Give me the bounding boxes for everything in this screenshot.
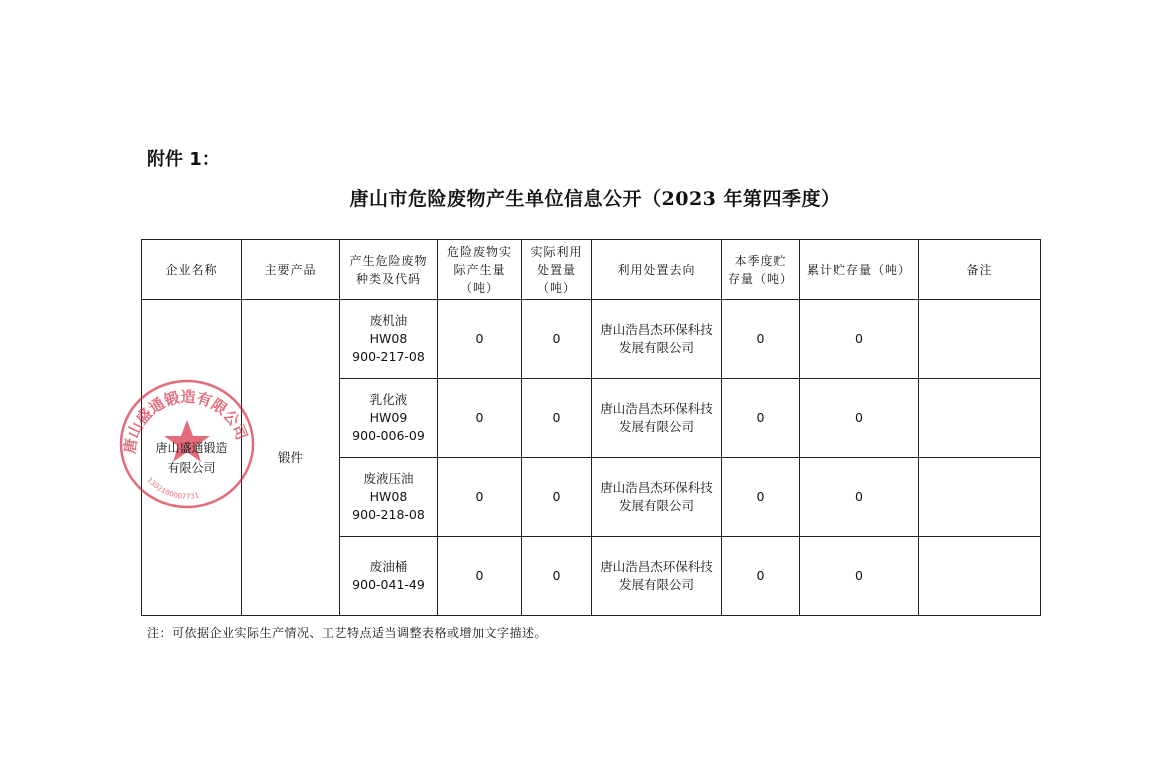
quarter-storage-cell: 0 [722,379,800,458]
header-row [142,240,1041,300]
destination-cell: 唐山浩昌杰环保科技 发展有限公司 [592,300,722,379]
document-title: 唐山市危险废物产生单位信息公开（2023 年第四季度） [349,188,841,210]
remarks-cell [919,537,1041,616]
header-remarks: 备注 [919,240,1041,300]
quarter-storage-cell: 0 [722,300,800,379]
generated-cell: 0 [438,300,522,379]
generated-cell: 0 [438,379,522,458]
waste-type-cell: 废油桶 900-041-49 [340,537,438,616]
utilized-cell: 0 [522,458,592,537]
header-waste-type: 产生危险废物 种类及代码 [340,240,438,300]
utilized-cell: 0 [522,300,592,379]
attachment-label: 附件 1： [147,149,220,170]
generated-cell: 0 [438,537,522,616]
remarks-cell [919,379,1041,458]
remarks-cell [919,458,1041,537]
company-name: 唐山盛通锻造 有限公司 [155,440,228,475]
header-cumulative-storage: 累计贮存量（吨） [800,240,919,300]
table-row [142,300,1041,379]
destination-cell: 唐山浩昌杰环保科技 发展有限公司 [592,537,722,616]
cumulative-storage-cell: 0 [800,379,919,458]
waste-info-table [120,239,1041,616]
company-name-cell [120,300,251,616]
svg-text:1302180007731: 1302180007731 [145,475,200,501]
waste-type-cell: 乳化液 HW09 900-006-09 [340,379,438,458]
waste-type-cell: 废液压油 HW08 900-218-08 [340,458,438,537]
cumulative-storage-cell: 0 [800,300,919,379]
header-generated: 危险废物实 际产生量 （吨） [438,240,522,300]
quarter-storage-cell: 0 [722,458,800,537]
cumulative-storage-cell: 0 [800,458,919,537]
cumulative-storage-cell: 0 [800,537,919,616]
quarter-storage-cell: 0 [722,537,800,616]
header-company: 企业名称 [142,240,242,300]
waste-type-cell: 废机油 HW08 900-217-08 [340,300,438,379]
header-destination: 利用处置去向 [592,240,722,300]
destination-cell: 唐山浩昌杰环保科技 发展有限公司 [592,458,722,537]
destination-cell: 唐山浩昌杰环保科技 发展有限公司 [592,379,722,458]
product-cell: 锻件 [242,300,340,616]
generated-cell: 0 [438,458,522,537]
header-product: 主要产品 [242,240,340,300]
utilized-cell: 0 [522,537,592,616]
footnote: 注：可依据企业实际生产情况、工艺特点适当调整表格或增加文字描述。 [147,626,548,640]
utilized-cell: 0 [522,379,592,458]
header-quarter-storage: 本季度贮 存量（吨） [722,240,800,300]
remarks-cell [919,300,1041,379]
header-utilized: 实际利用 处置量 （吨） [522,240,592,300]
svg-text:唐山盛通锻造有限公司: 唐山盛通锻造有限公司 [120,387,251,455]
